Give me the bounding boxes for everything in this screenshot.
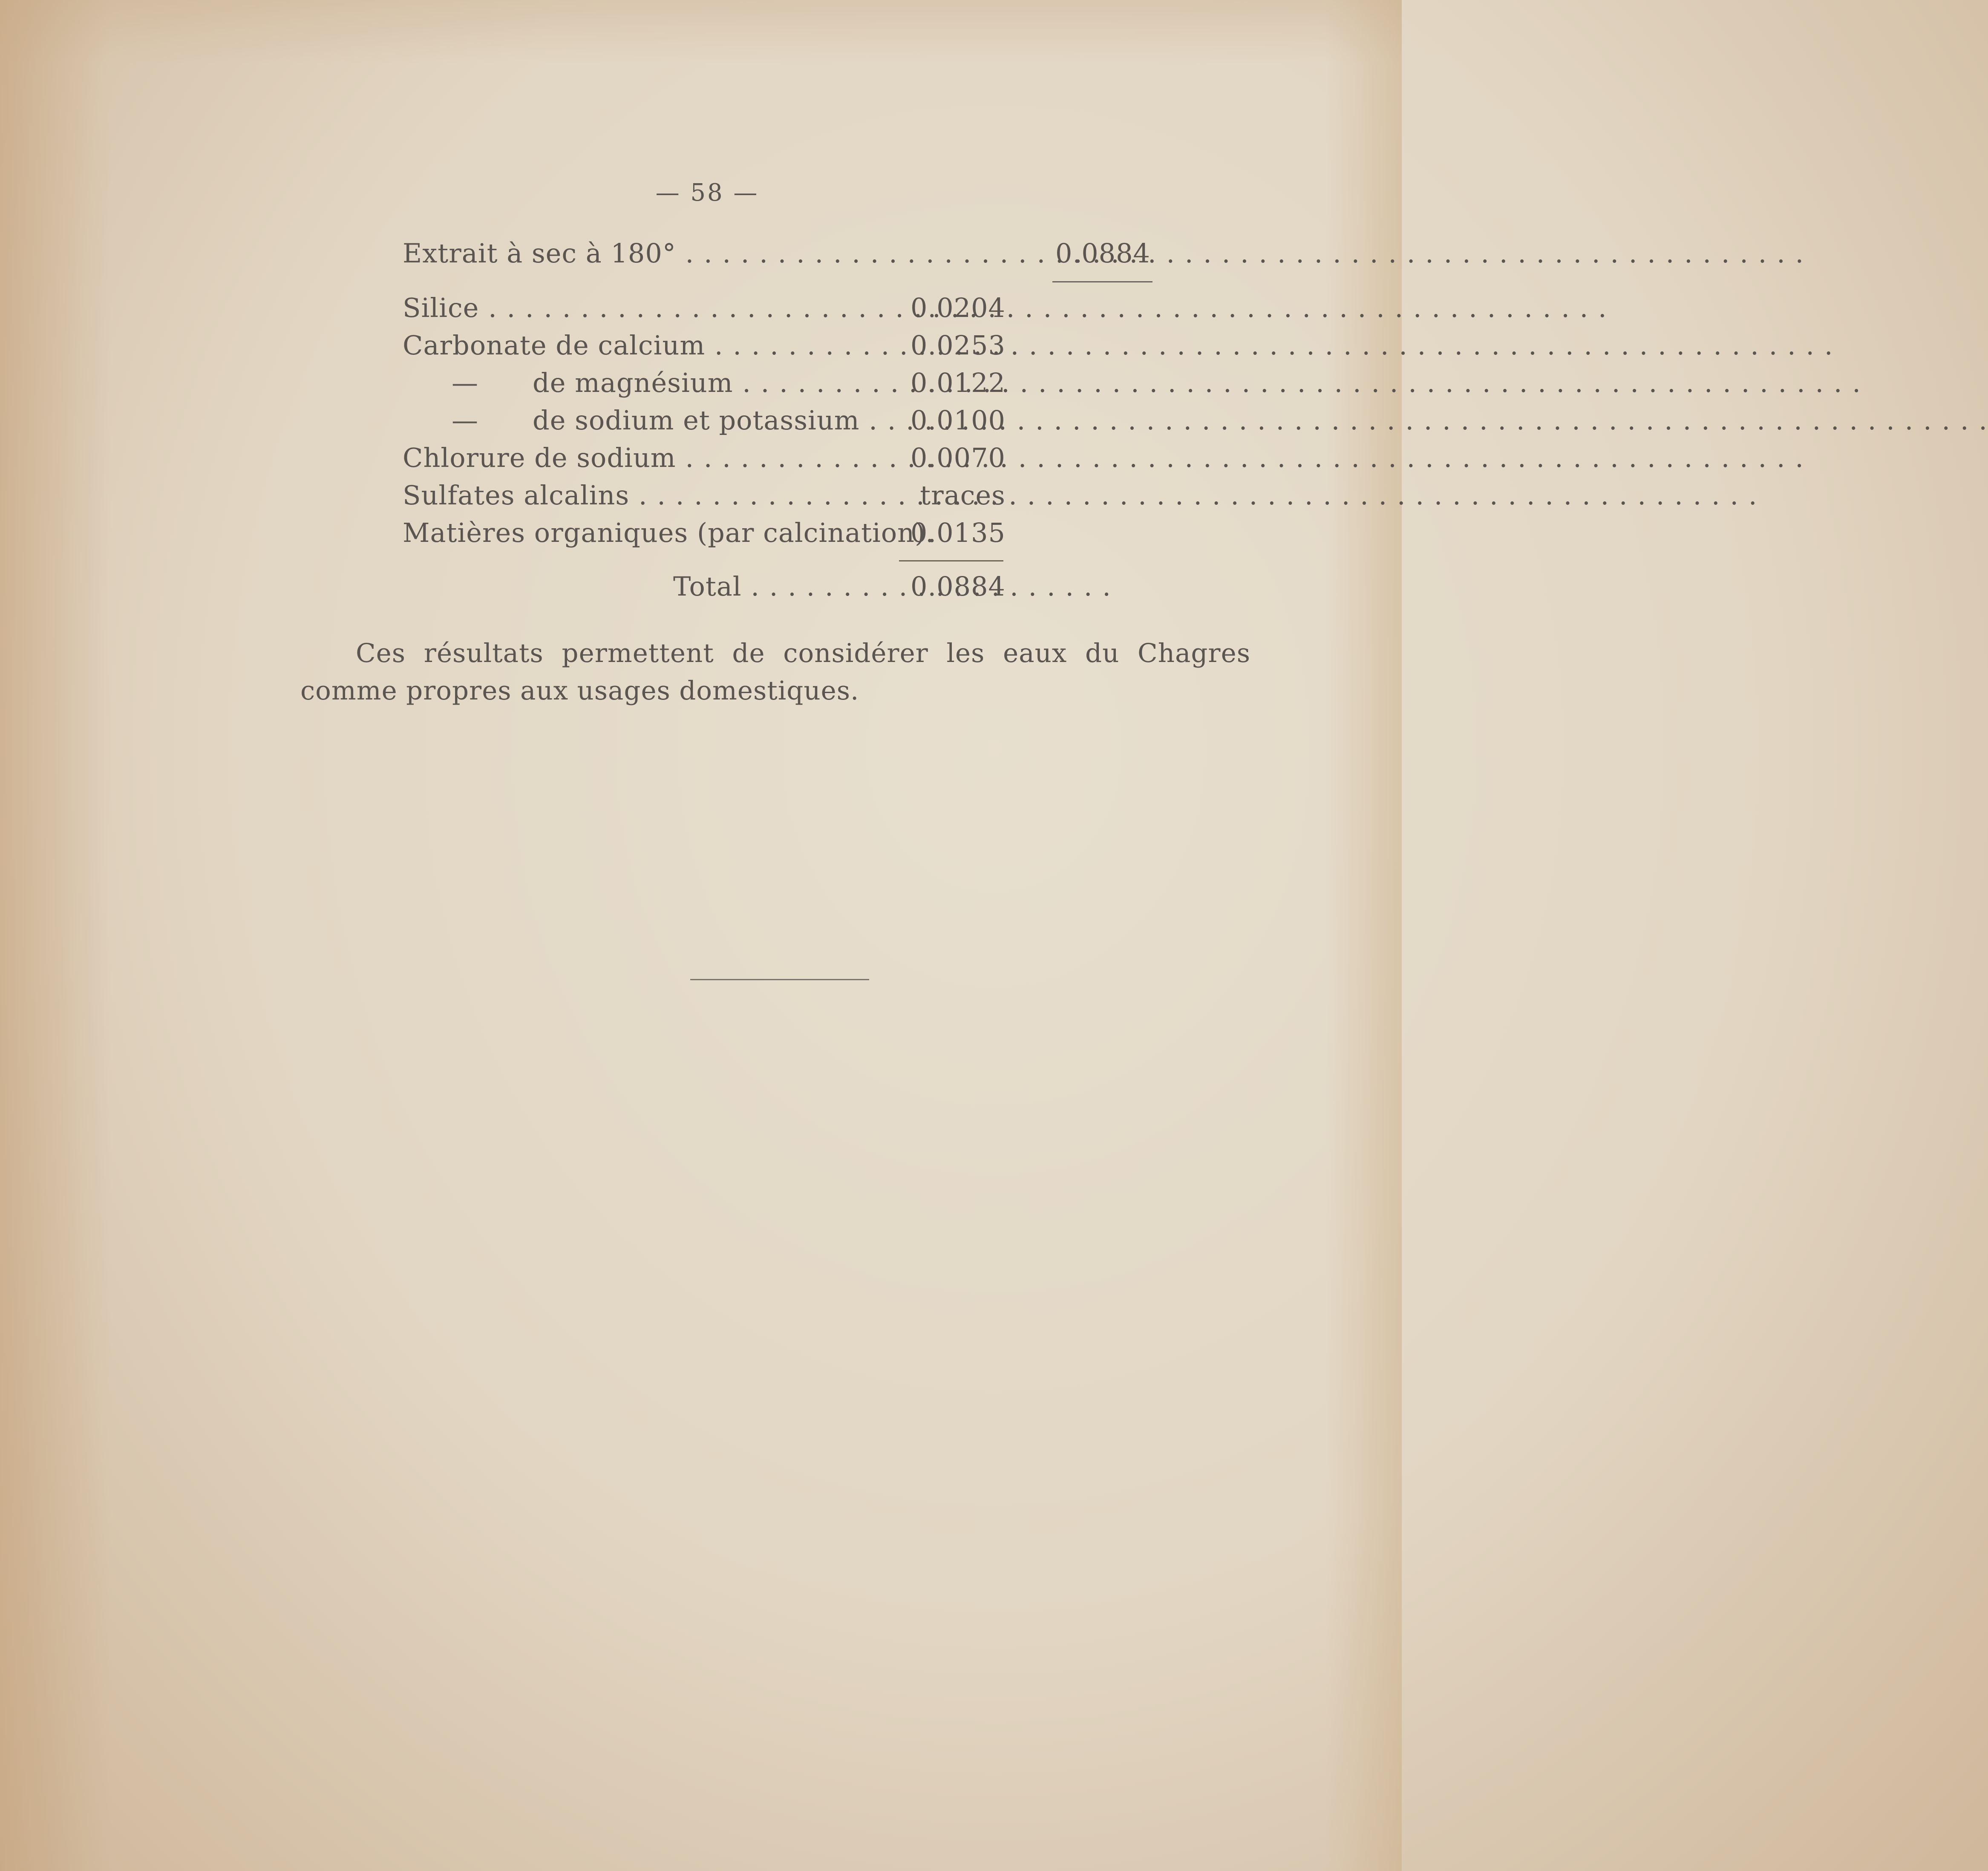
- row-label-indented: [452, 366, 876, 400]
- page-number: — 58 —: [655, 179, 759, 207]
- conclusion-paragraph: Ces résultats permettent de considérer les eaux du Chagres comme propres aux usages domestiques.: [300, 638, 1250, 706]
- extrait-underline: [1052, 281, 1152, 282]
- row-label: Sulfates alcalins . . .: [403, 478, 876, 512]
- row-value: traces: [920, 480, 1006, 511]
- row-value: 0.0122: [910, 367, 1006, 398]
- extrait-label: Extrait à sec à 180° . . .: [403, 236, 1025, 271]
- page-edge-shadow: [0, 0, 111, 1871]
- row-label: Chlorure de sodium . . .: [403, 441, 876, 475]
- row-label-text: de magnésium: [533, 367, 733, 398]
- row-label: Carbonate de calcium . . .: [403, 328, 876, 363]
- row-value: 0.0070: [910, 442, 1006, 473]
- total-value: 0.0884: [910, 571, 1006, 602]
- row-label: Silice . . .: [403, 291, 876, 325]
- row-value: 0.0100: [910, 405, 1006, 436]
- ditto-dash: —: [452, 405, 478, 436]
- row-label: Matières organiques (par calcination).: [403, 517, 934, 548]
- page-edge-shadow: [1325, 0, 1402, 1871]
- total-rule: [899, 560, 1003, 561]
- row-label-indented: [452, 403, 876, 438]
- row-value: 0.0135: [910, 517, 1006, 548]
- end-rule: [690, 979, 869, 980]
- row-label-text: de sodium et potassium: [533, 405, 860, 436]
- page-edge-shadow: [0, 0, 1402, 64]
- extrait-value: 0.0884: [1055, 238, 1150, 269]
- row-value: 0.0253: [910, 330, 1006, 361]
- total-label: Total . . .: [673, 570, 876, 604]
- row-value: 0.0204: [910, 292, 1006, 323]
- ditto-dash: —: [452, 367, 478, 398]
